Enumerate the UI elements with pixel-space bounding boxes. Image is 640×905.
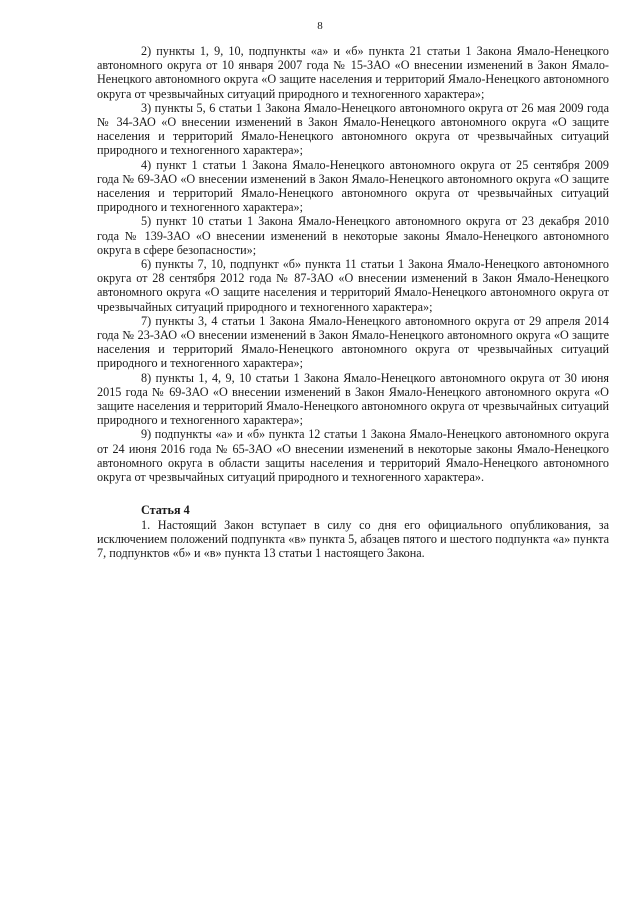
list-item: 9) подпункты «а» и «б» пункта 12 статьи 1 Закона Ямало-Ненецкого автономного округа от 24 июня 2016 года № 65-ЗАО «О внесении изменений в некоторые законы Ямало-Ненецкого автономного округа в области защиты населения и территорий Ямало-Ненецкого автономного округа от чрезвычайных ситуаций природного и техногенного характера».: [97, 427, 609, 485]
document-body: [97, 44, 609, 560]
list-item: 8) пункты 1, 4, 9, 10 статьи 1 Закона Ямало-Ненецкого автономного округа от 30 июня 2015 года № 69-ЗАО «О внесении изменений в Закон Ямало-Ненецкого автономного округа «О защите населения и территорий Ямало-Ненецкого автономного округа от чрезвычайных ситуаций природного и техногенного характера»;: [97, 370, 609, 428]
list-item: 7) пункты 3, 4 статьи 1 Закона Ямало-Ненецкого автономного округа от 29 апреля 2014 года № 23-ЗАО «О внесении изменений в Закон Ямало-Ненецкого автономного округа «О защите населения и территорий Ямало-Ненецкого автономного округа от чрезвычайных ситуаций природного и техногенного характера»;: [97, 313, 609, 371]
article-paragraph: 1. Настоящий Закон вступает в силу со дня его официального опубликования, за исключением положений подпункта «в» пункта 5, абзацев пятого и шестого подпункта «а» пункта 7, подпунктов «б» и «в» пункта 13 статьи 1 настоящего Закона.: [97, 517, 609, 560]
article-heading: Статья 4: [141, 503, 190, 518]
list-item: 4) пункт 1 статьи 1 Закона Ямало-Ненецкого автономного округа от 25 сентября 2009 года № 69-ЗАО «О внесении изменений в Закон Ямало-Ненецкого автономного округа «О защите населения и территорий Ямало-Ненецкого автономного округа от чрезвычайных ситуаций природного и техногенного характера»;: [97, 157, 609, 215]
list-item: 3) пункты 5, 6 статьи 1 Закона Ямало-Ненецкого автономного округа от 26 мая 2009 года № 34-ЗАО «О внесении изменений в Закон Ямало-Ненецкого автономного округа «О защите населения и территорий Ямало-Ненецкого автономного округа от чрезвычайных ситуаций природного и техногенного характера»;: [97, 100, 609, 158]
page-number: 8: [317, 20, 323, 32]
list-item: 6) пункты 7, 10, подпункт «б» пункта 11 статьи 1 Закона Ямало-Ненецкого автономного округа от 28 сентября 2012 года № 87-ЗАО «О внесении изменений в Закон Ямало-Ненецкого автономного округа «О защите населения и территорий Ямало-Ненецкого автономного округа от чрезвычайных ситуаций природного и техногенного характера»;: [97, 257, 609, 314]
list-item: 5) пункт 10 статьи 1 Закона Ямало-Ненецкого автономного округа от 23 декабря 2010 года № 139-ЗАО «О внесении изменений в некоторые законы Ямало-Ненецкого автономного округа в сфере безопасности»;: [97, 214, 609, 257]
list-item: 2) пункты 1, 9, 10, подпункты «а» и «б» пункта 21 статьи 1 Закона Ямало-Ненецкого автономного округа от 10 января 2007 года № 15-ЗАО «О внесении изменений в Закон Ямало-Ненецкого автономного округа «О защите населения и территорий Ямало-Ненецкого автономного округа от чрезвычайных ситуаций природного и техногенного характера»;: [97, 44, 609, 101]
